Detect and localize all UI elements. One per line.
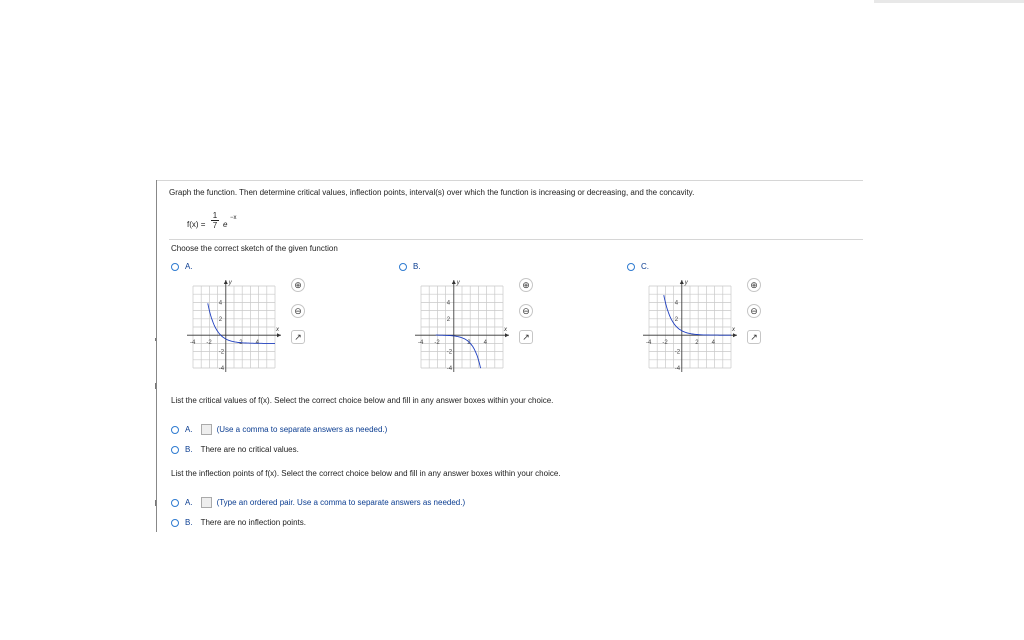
y-axis-label: y: [228, 280, 232, 286]
y-tick-label: -2: [674, 349, 681, 356]
y-tick-label: -4: [218, 366, 225, 372]
critical-option-b[interactable]: [171, 445, 299, 454]
graph-a: [179, 278, 291, 378]
option-letter: A.: [185, 498, 193, 507]
popout-icon[interactable]: ↗: [747, 330, 761, 344]
y-tick-label: -4: [446, 366, 453, 372]
x-tick-label: 4: [483, 340, 487, 347]
zoom-in-icon[interactable]: ⊕: [747, 278, 761, 292]
graph-option-c[interactable]: [627, 262, 649, 271]
y-axis-arrow: [680, 280, 684, 284]
top-progress-strip: [874, 0, 1024, 3]
graph-prompt: Choose the correct sketch of the given function: [171, 244, 338, 253]
inflection-prompt: List the inflection points of f(x). Select the correct choice below and fill in any answer boxes within your choice.: [171, 469, 561, 478]
zoom-out-icon[interactable]: ⊖: [291, 304, 305, 318]
x-tick-label: -2: [434, 340, 440, 347]
function-fraction: [210, 211, 220, 230]
critical-option-a[interactable]: [171, 424, 387, 435]
fraction-denominator: 7: [212, 221, 218, 230]
x-axis-arrow: [733, 333, 737, 337]
x-tick-label: 4: [255, 340, 259, 347]
divider: [169, 239, 863, 240]
y-tick-label: 4: [674, 300, 679, 307]
x-tick-label: 2: [467, 340, 471, 347]
y-tick-label: -2: [446, 349, 453, 356]
x-axis-label: x: [504, 327, 507, 334]
x-axis-label: x: [732, 327, 735, 334]
option-letter: B.: [185, 518, 193, 527]
y-tick-label: 2: [218, 316, 223, 323]
divider: [157, 180, 863, 181]
inflection-option-a[interactable]: [171, 497, 465, 508]
question-panel: [156, 180, 863, 532]
inflection-option-b[interactable]: [171, 518, 306, 527]
option-text: There are no critical values.: [200, 445, 299, 454]
x-tick-label: -4: [646, 340, 652, 347]
graph-option-a[interactable]: [171, 262, 193, 271]
y-tick-label: 4: [218, 300, 223, 307]
zoom-in-icon[interactable]: ⊕: [519, 278, 533, 292]
zoom-out-icon[interactable]: ⊖: [747, 304, 761, 318]
critical-prompt: List the critical values of f(x). Select the correct choice below and fill in any answer boxes within your choice.: [171, 396, 554, 405]
y-axis-arrow: [224, 280, 228, 284]
x-tick-label: -2: [662, 340, 668, 347]
y-tick-label: 4: [446, 300, 451, 307]
x-tick-label: -4: [190, 340, 196, 347]
function-lhs: f(x) =: [187, 220, 206, 229]
option-letter: B.: [413, 262, 421, 271]
y-tick-label: 2: [446, 316, 451, 323]
x-tick-label: 2: [239, 340, 243, 347]
radio-button[interactable]: [627, 263, 635, 271]
x-axis-label: x: [276, 327, 279, 334]
option-letter: A.: [185, 425, 193, 434]
y-tick-label: -4: [674, 366, 681, 372]
y-axis-label: y: [684, 280, 688, 286]
y-tick-label: 2: [674, 316, 679, 323]
function-exponent: −x: [230, 215, 237, 221]
graph-option-b[interactable]: [399, 262, 421, 271]
option-letter: C.: [641, 262, 649, 271]
answer-hint: (Use a comma to separate answers as needed.): [216, 425, 388, 434]
option-text: There are no inflection points.: [200, 518, 306, 527]
x-tick-label: 2: [695, 340, 699, 347]
popout-icon[interactable]: ↗: [291, 330, 305, 344]
x-tick-label: 4: [711, 340, 715, 347]
x-axis-arrow: [277, 333, 281, 337]
zoom-out-icon[interactable]: ⊖: [519, 304, 533, 318]
x-axis-arrow: [505, 333, 509, 337]
y-axis-arrow: [452, 280, 456, 284]
y-axis-label: y: [456, 280, 460, 286]
answer-hint: (Type an ordered pair. Use a comma to separate answers as needed.): [216, 498, 466, 507]
fraction-numerator: 1: [212, 211, 218, 220]
graph-b: [407, 278, 519, 378]
radio-button[interactable]: [399, 263, 407, 271]
radio-button[interactable]: [171, 519, 179, 527]
y-tick-label: -2: [218, 349, 225, 356]
graph-c: [635, 278, 747, 378]
function-base: e: [223, 220, 228, 229]
inflection-answer-input[interactable]: [201, 497, 212, 508]
option-letter: A.: [185, 262, 193, 271]
x-tick-label: -2: [206, 340, 212, 347]
question-text: Graph the function. Then determine critical values, inflection points, interval(s) over which the function is increasing or decreasing, and the concavity.: [169, 188, 695, 197]
zoom-in-icon[interactable]: ⊕: [291, 278, 305, 292]
radio-button[interactable]: [171, 499, 179, 507]
critical-answer-input[interactable]: [201, 424, 212, 435]
radio-button[interactable]: [171, 263, 179, 271]
option-letter: B.: [185, 445, 193, 454]
radio-button[interactable]: [171, 446, 179, 454]
popout-icon[interactable]: ↗: [519, 330, 533, 344]
radio-button[interactable]: [171, 426, 179, 434]
x-tick-label: -4: [418, 340, 424, 347]
